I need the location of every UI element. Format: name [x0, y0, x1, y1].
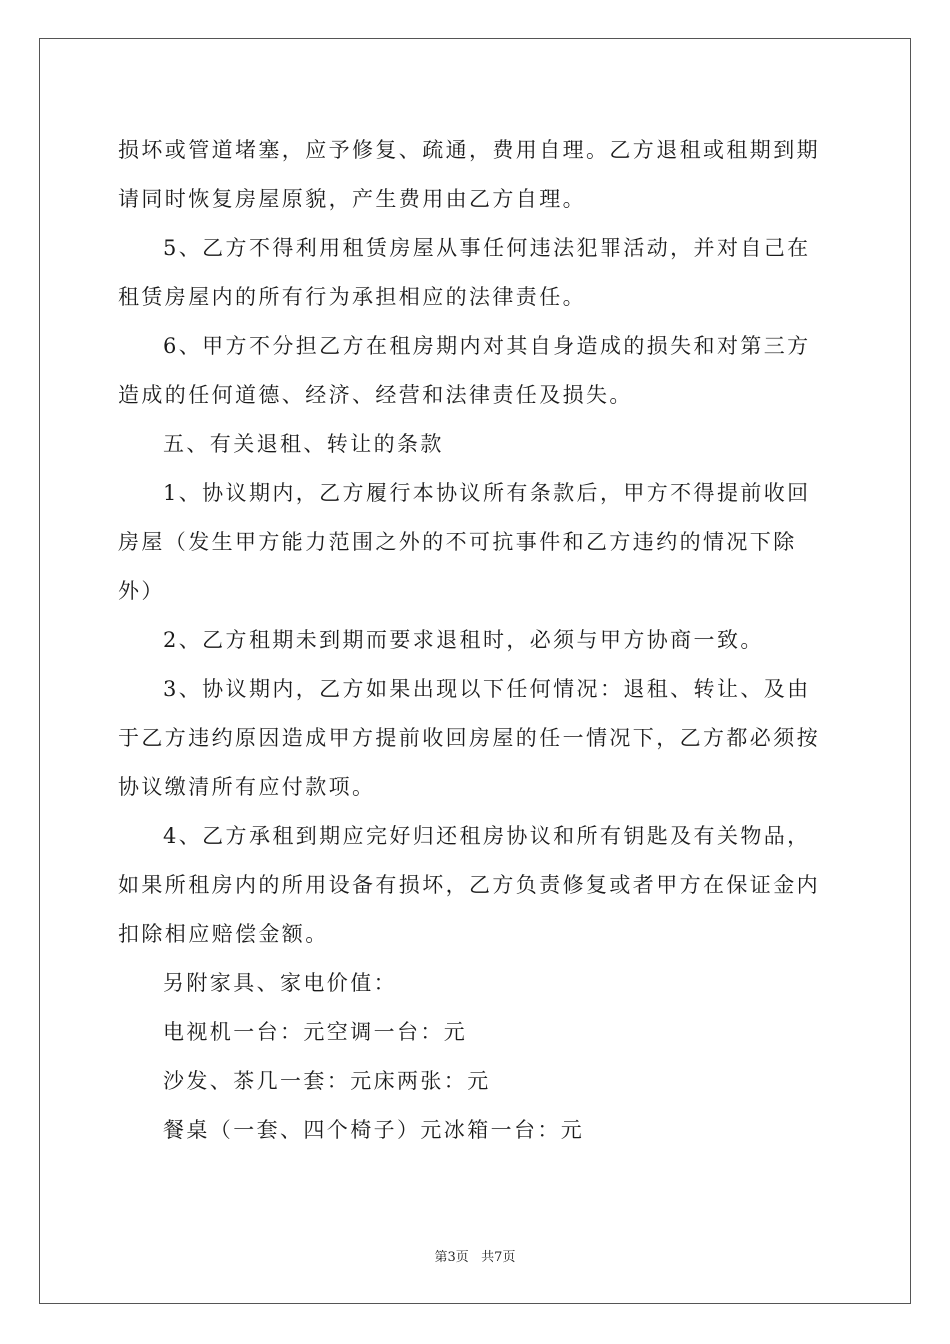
body-line: 5、乙方不得利用租赁房屋从事任何违法犯罪活动，并对自己在 — [163, 236, 811, 260]
section-heading: 五、有关退租、转让的条款 — [163, 432, 444, 456]
body-line: 2、乙方租期未到期而要求退租时，必须与甲方协商一致。 — [163, 628, 764, 652]
body-line: 损坏或管道堵塞，应予修复、疏通，费用自理。乙方退租或租期到期 — [118, 138, 820, 162]
appendix-item: 餐桌（一套、四个椅子）元冰箱一台：元 — [163, 1118, 585, 1142]
body-line: 于乙方违约原因造成甲方提前收回房屋的任一情况下，乙方都必须按 — [118, 726, 820, 750]
body-line: 协议缴清所有应付款项。 — [118, 775, 376, 799]
body-line: 如果所租房内的所用设备有损坏，乙方负责修复或者甲方在保证金内 — [118, 873, 820, 897]
body-line: 1、协议期内，乙方履行本协议所有条款后，甲方不得提前收回 — [163, 481, 811, 505]
body-line: 房屋（发生甲方能力范围之外的不可抗事件和乙方违约的情况下除 — [118, 530, 797, 554]
page-number: 第3页 共7页 — [434, 1250, 516, 1265]
body-line: 外） — [118, 579, 165, 603]
document-body — [118, 126, 838, 1155]
body-line: 6、甲方不分担乙方在租房期内对其自身造成的损失和对第三方 — [163, 334, 811, 358]
appendix-item: 沙发、茶几一套：元床两张：元 — [163, 1069, 491, 1093]
body-line: 扣除相应赔偿金额。 — [118, 922, 329, 946]
body-line: 3、协议期内，乙方如果出现以下任何情况：退租、转让、及由 — [163, 677, 811, 701]
body-line: 请同时恢复房屋原貌，产生费用由乙方自理。 — [118, 187, 586, 211]
body-line: 造成的任何道德、经济、经营和法律责任及损失。 — [118, 383, 633, 407]
body-line: 租赁房屋内的所有行为承担相应的法律责任。 — [118, 285, 586, 309]
appendix-item: 电视机一台：元空调一台：元 — [163, 1020, 468, 1044]
body-line: 4、乙方承租到期应完好归还租房协议和所有钥匙及有关物品， — [163, 824, 811, 848]
appendix-heading: 另附家具、家电价值： — [163, 971, 397, 995]
